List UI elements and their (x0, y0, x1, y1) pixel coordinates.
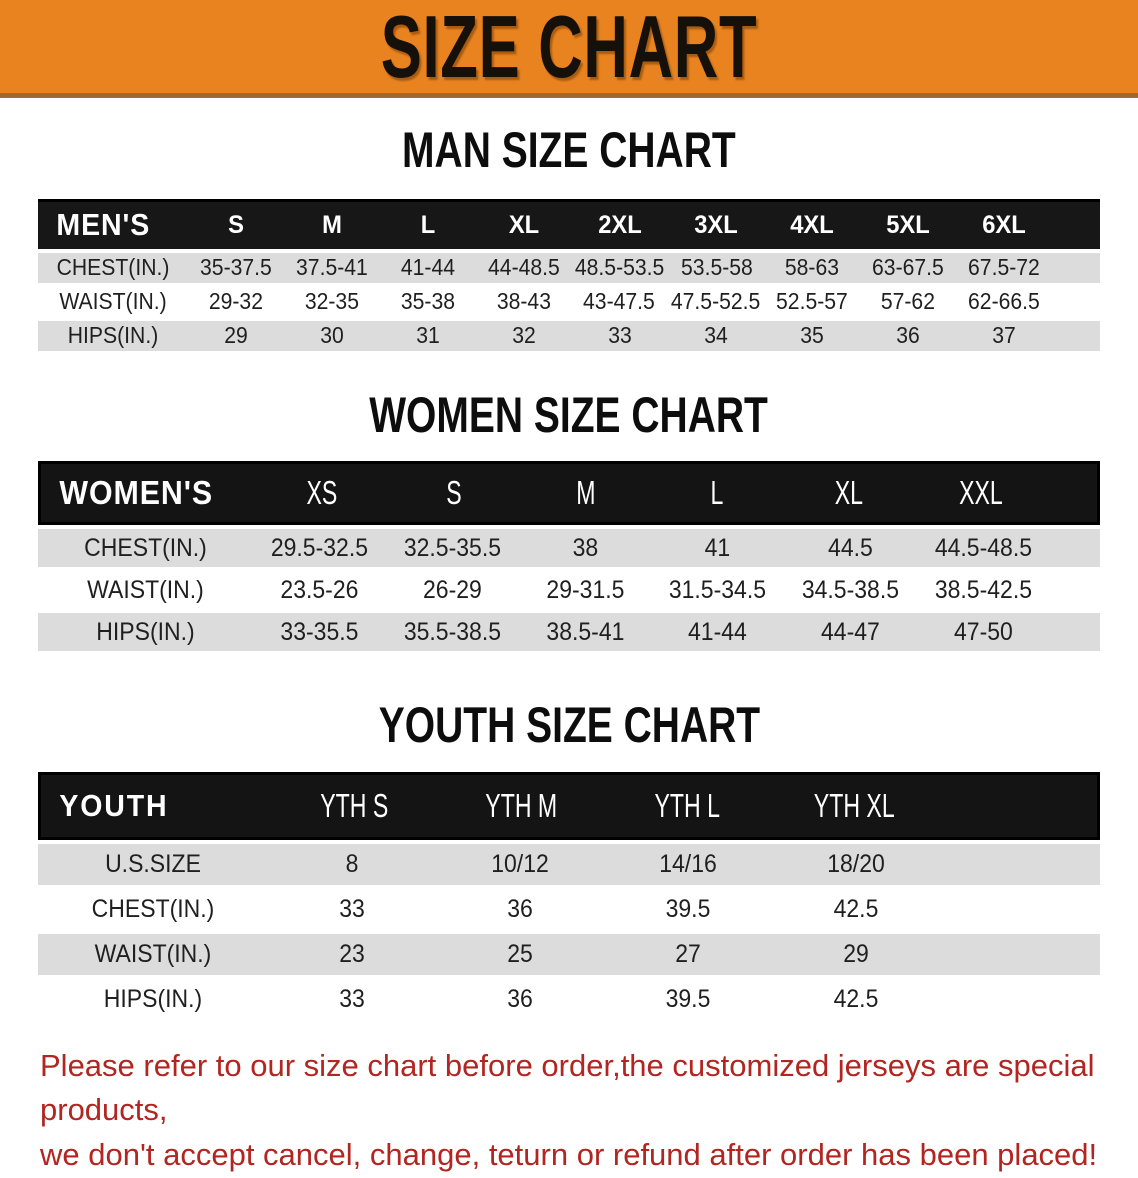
size-cell: 32 (480, 322, 568, 349)
size-cell: 58-63 (768, 254, 856, 281)
size-cell: 52.5-57 (768, 288, 856, 315)
row-label: WAIST(IN.) (44, 288, 182, 315)
size-cell: 33-35.5 (258, 618, 380, 647)
size-cell: 42.5 (779, 985, 934, 1014)
men-size-table (38, 199, 1100, 351)
youth-table-header-row (38, 772, 1100, 840)
column-header: M (539, 474, 631, 512)
size-cell: 41-44 (384, 254, 472, 281)
size-cell: 33 (576, 322, 664, 349)
size-cell: 44-47 (790, 618, 912, 647)
table-row (38, 844, 1100, 885)
banner (0, 0, 1138, 98)
column-header: S (408, 474, 500, 512)
table-row (38, 889, 1100, 930)
size-cell: 34.5-38.5 (790, 576, 912, 605)
size-cell: 35 (768, 322, 856, 349)
size-cell: 67.5-72 (960, 254, 1048, 281)
table-row (38, 529, 1100, 567)
size-cell: 32.5-35.5 (391, 534, 513, 563)
youth-section-title-text: YOUTH SIZE CHART (378, 699, 759, 752)
column-header: L (671, 474, 763, 512)
size-cell: 31.5-34.5 (657, 576, 779, 605)
column-header: L (382, 211, 473, 240)
size-cell: 48.5-53.5 (575, 254, 664, 281)
size-cell: 23.5-26 (258, 576, 380, 605)
size-cell: 23 (275, 940, 430, 969)
table-row (38, 613, 1100, 651)
size-cell: 35-37.5 (192, 254, 280, 281)
size-cell: 29 (779, 940, 934, 969)
size-cell: 34 (672, 322, 760, 349)
size-cell: 41 (657, 534, 779, 563)
women-section-title-text: WOMEN SIZE CHART (370, 389, 769, 442)
men-section-title-text: MAN SIZE CHART (402, 124, 736, 177)
size-cell: 26-29 (391, 576, 513, 605)
size-cell: 44.5-48.5 (922, 534, 1044, 563)
table-row (38, 321, 1100, 351)
size-cell: 8 (275, 850, 430, 879)
column-header: 5XL (862, 211, 953, 240)
size-cell: 39.5 (611, 895, 766, 924)
row-label: U.S.SIZE (47, 850, 259, 879)
size-cell: 63-67.5 (864, 254, 952, 281)
women-table-header-label: WOMEN'S (41, 474, 239, 512)
size-cell: 38.5-42.5 (922, 576, 1044, 605)
youth-size-table (38, 772, 1100, 1020)
column-header: XS (276, 474, 368, 512)
youth-section-title (0, 699, 1138, 752)
size-cell: 47-50 (922, 618, 1044, 647)
table-row (38, 253, 1100, 283)
size-cell: 38.5-41 (524, 618, 646, 647)
row-label: WAIST(IN.) (47, 576, 245, 605)
size-cell: 36 (443, 895, 598, 924)
row-label: CHEST(IN.) (47, 895, 259, 924)
table-row (38, 571, 1100, 609)
footer-notice (40, 1044, 1100, 1178)
size-cell: 14/16 (611, 850, 766, 879)
column-header: 6XL (958, 211, 1049, 240)
size-cell: 30 (288, 322, 376, 349)
size-cell: 44.5 (790, 534, 912, 563)
size-cell: 57-62 (864, 288, 952, 315)
notice-line-2: we don't accept cancel, change, teturn or refund after order has been placed! (40, 1133, 1100, 1178)
column-header: XL (478, 211, 569, 240)
size-cell: 35-38 (384, 288, 472, 315)
size-cell: 53.5-58 (672, 254, 760, 281)
column-header: XXL (935, 474, 1027, 512)
size-cell: 62-66.5 (960, 288, 1048, 315)
banner-title: SIZE CHART (381, 3, 758, 91)
size-cell: 32-35 (288, 288, 376, 315)
men-table-header-label: MEN'S (38, 207, 176, 243)
table-row (38, 287, 1100, 317)
column-header: YTH M (462, 787, 579, 825)
youth-table-header-label: YOUTH (41, 788, 253, 824)
size-cell: 37.5-41 (288, 254, 376, 281)
row-label: HIPS(IN.) (47, 618, 245, 647)
row-label: CHEST(IN.) (47, 534, 245, 563)
size-cell: 43-47.5 (575, 288, 663, 315)
women-size-table (38, 461, 1100, 651)
women-table-header-row (38, 461, 1100, 525)
row-label: WAIST(IN.) (47, 940, 259, 969)
size-cell: 44-48.5 (479, 254, 567, 281)
column-header: 3XL (670, 211, 761, 240)
size-cell: 35.5-38.5 (391, 618, 513, 647)
size-cell: 10/12 (443, 850, 598, 879)
men-table-header-row (38, 199, 1100, 249)
size-cell: 29 (192, 322, 280, 349)
size-cell: 42.5 (779, 895, 934, 924)
women-section-title (0, 389, 1138, 442)
size-cell: 29.5-32.5 (258, 534, 380, 563)
size-cell: 25 (443, 940, 598, 969)
size-cell: 38-43 (479, 288, 567, 315)
row-label: CHEST(IN.) (44, 254, 182, 281)
column-header: YTH L (629, 787, 746, 825)
size-cell: 31 (384, 322, 472, 349)
column-header: 2XL (574, 211, 665, 240)
notice-line-1: Please refer to our size chart before order,the customized jerseys are special products, (40, 1044, 1100, 1134)
table-row (38, 934, 1100, 975)
size-cell: 18/20 (779, 850, 934, 879)
size-cell: 33 (275, 985, 430, 1014)
size-cell: 47.5-52.5 (671, 288, 760, 315)
size-cell: 36 (443, 985, 598, 1014)
size-cell: 37 (960, 322, 1048, 349)
size-cell: 39.5 (611, 985, 766, 1014)
size-cell: 29-31.5 (524, 576, 646, 605)
column-header: 4XL (766, 211, 857, 240)
column-header: XL (803, 474, 895, 512)
size-cell: 41-44 (657, 618, 779, 647)
size-cell: 27 (611, 940, 766, 969)
size-cell: 29-32 (192, 288, 280, 315)
row-label: HIPS(IN.) (47, 985, 259, 1014)
size-cell: 33 (275, 895, 430, 924)
men-section-title (0, 124, 1138, 177)
column-header: YTH XL (795, 787, 912, 825)
column-header: YTH S (296, 787, 413, 825)
row-label: HIPS(IN.) (44, 322, 182, 349)
column-header: S (190, 211, 281, 240)
table-row (38, 979, 1100, 1020)
column-header: M (286, 211, 377, 240)
size-cell: 38 (524, 534, 646, 563)
size-cell: 36 (864, 322, 952, 349)
